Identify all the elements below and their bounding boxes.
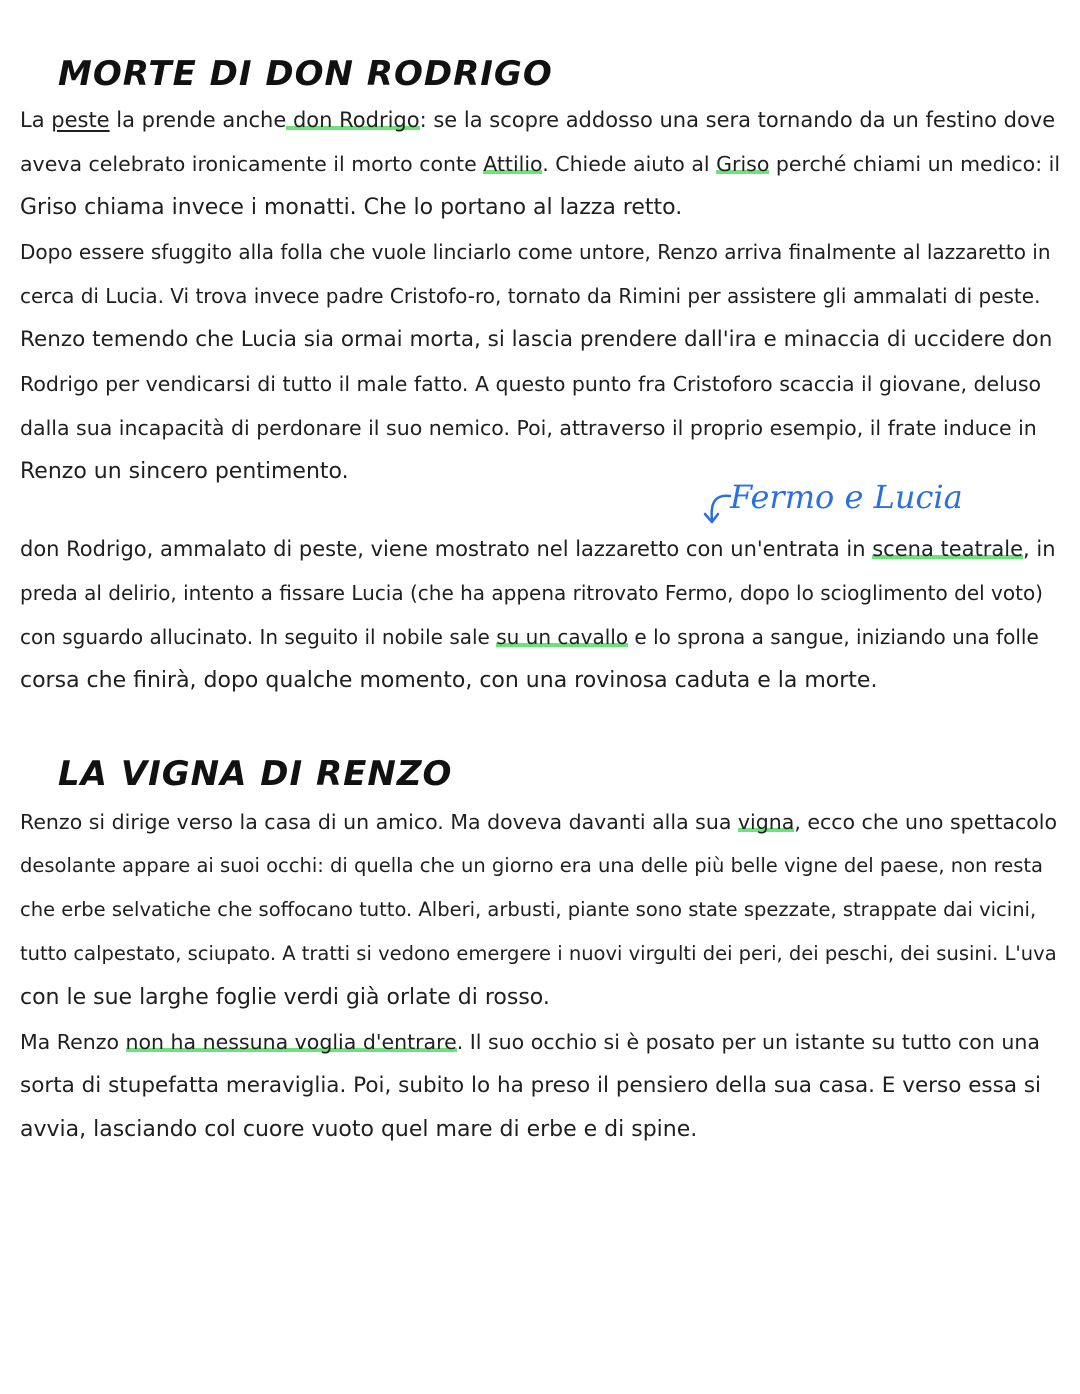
text-line: dalla sua incapacità di perdonare il suo nemico. Poi, attraverso il proprio esempio, il frate induce in: [20, 416, 1037, 440]
text-line: preda al delirio, intento a fissare Lucia (che ha appena ritrovato Fermo, dopo lo scioglimento del voto): [20, 581, 1043, 605]
text-span: la prende anche: [109, 108, 287, 132]
text-span: . Il suo occhio si è posato per un istante su tutto con una: [456, 1030, 1040, 1054]
text-line: Renzo un sincero pentimento.: [20, 459, 349, 484]
text-span: con sguardo allucinato. In seguito il nobile sale: [20, 625, 497, 649]
highlighted-text: Attilio: [483, 152, 543, 176]
text-span: , in: [1023, 537, 1056, 561]
text-line: avvia, lasciando col cuore vuoto quel mare di erbe e di spine.: [20, 1117, 698, 1142]
text-line: Rodrigo per vendicarsi di tutto il male fatto. A questo punto fra Cristoforo scaccia il giovane, deluso: [20, 372, 1042, 396]
handwritten-annotation-fermo-e-lucia: Fermo e Lucia: [730, 478, 963, 516]
section-heading-morte-di-don-rodrigo: MORTE DI DON RODRIGO: [58, 54, 553, 94]
text-line: [20, 800, 1060, 844]
text-line: con le sue larghe foglie verdi già orlate di rosso.: [20, 985, 550, 1010]
text-span: : se la scopre addosso una sera tornando da un festino dove: [419, 108, 1056, 132]
text-line: corsa che finirà, dopo qualche momento, con una rovinosa caduta e la morte.: [20, 668, 878, 693]
text-line: tutto calpestato, sciupato. A tratti si vedono emergere i nuovi virgulti dei peri, dei peschi, dei susini. L'uva: [20, 942, 1057, 965]
text-line: sorta di stupefatta meraviglia. Poi, subito lo ha preso il pensiero della sua casa. E verso essa si: [20, 1073, 1042, 1098]
text-span: aveva celebrato ironicamente il morto conte: [20, 152, 484, 176]
highlighted-text: vigna: [737, 810, 795, 834]
highlighted-text: Griso: [716, 152, 770, 176]
text-line: che erbe selvatiche che soffocano tutto. Alberi, arbusti, piante sono state spezzate, strappate dai vicini,: [20, 898, 1037, 921]
paragraph-fermo-e-lucia: [20, 527, 1060, 703]
highlighted-text: su un cavallo: [496, 625, 629, 649]
text-span: Renzo si dirige verso la casa di un amico. Ma doveva davanti alla sua: [20, 810, 738, 834]
text-line: Griso chiama invece i monatti. Che lo portano al lazza retto.: [20, 195, 683, 220]
section-heading-la-vigna-di-renzo: LA VIGNA DI RENZO: [58, 754, 453, 794]
paragraph-la-vigna-di-renzo: [20, 800, 1060, 1152]
text-line: Dopo essere sfuggito alla folla che vuole linciarlo come untore, Renzo arriva finalmente al lazzaretto in: [20, 240, 1051, 264]
text-line: [20, 98, 1060, 142]
text-line: cerca di Lucia. Vi trova invece padre Cristofo-ro, tornato da Rimini per assistere gli ammalati di peste.: [20, 284, 1041, 308]
text-line: [20, 1020, 1060, 1064]
text-line: [20, 142, 1060, 186]
highlighted-text: scena teatrale: [872, 537, 1024, 561]
text-line: [20, 527, 1060, 571]
text-span: . Chiede aiuto al: [542, 152, 717, 176]
highlighted-text: non ha nessuna voglia d'entrare: [125, 1030, 457, 1054]
text-span: perché chiami un medico: il: [769, 152, 1061, 176]
text-line: [20, 615, 1060, 659]
text-span: don Rodrigo, ammalato di peste, viene mostrato nel lazzaretto con un'entrata in: [20, 537, 873, 561]
underlined-text: peste: [51, 108, 110, 132]
text-span: La: [20, 108, 52, 132]
text-line: desolante appare ai suoi occhi: di quella che un giorno era una delle più belle vigne del paese, non resta: [20, 854, 1043, 877]
text-span: Ma Renzo: [20, 1030, 126, 1054]
highlighted-text: don Rodrigo: [286, 108, 420, 132]
paragraph-morte-don-rodrigo: [20, 98, 1060, 494]
text-span: , ecco che uno spettacolo: [794, 810, 1057, 834]
text-span: e lo sprona a sangue, iniziando una folle: [628, 625, 1039, 649]
text-line: Renzo temendo che Lucia sia ormai morta, si lascia prendere dall'ira e minaccia di uccidere don: [20, 327, 1053, 352]
